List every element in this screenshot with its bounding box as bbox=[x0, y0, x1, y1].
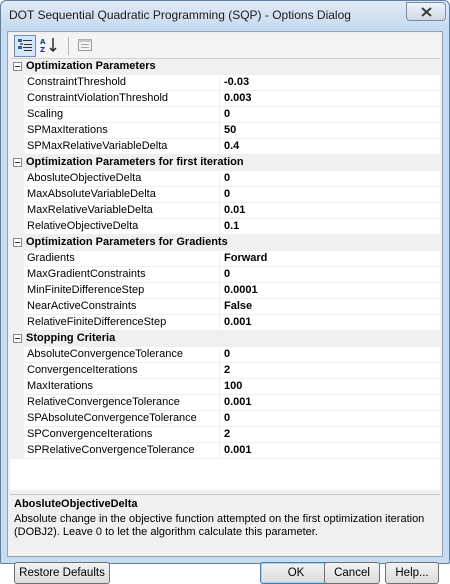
property-value[interactable]: 0.001 bbox=[220, 443, 440, 459]
row-gutter bbox=[10, 395, 24, 411]
property-value[interactable]: 0 bbox=[220, 411, 440, 427]
property-row[interactable] bbox=[10, 139, 440, 155]
property-name: RelativeObjectiveDelta bbox=[24, 219, 220, 235]
help-button[interactable]: Help... bbox=[385, 562, 439, 584]
property-name: Scaling bbox=[24, 107, 220, 123]
row-gutter bbox=[10, 347, 24, 363]
category-first-iteration[interactable] bbox=[10, 155, 440, 171]
property-row[interactable] bbox=[10, 363, 440, 379]
category-optimization-parameters[interactable] bbox=[10, 59, 440, 75]
property-value[interactable]: 0.1 bbox=[220, 219, 440, 235]
row-gutter bbox=[10, 219, 24, 235]
toolbar-separator bbox=[68, 37, 69, 55]
property-row[interactable] bbox=[10, 251, 440, 267]
property-value[interactable]: 0 bbox=[220, 187, 440, 203]
svg-text:Z: Z bbox=[40, 45, 46, 53]
svg-text:A: A bbox=[40, 37, 46, 46]
category-label: Stopping Criteria bbox=[26, 332, 116, 344]
property-name: MinFiniteDifferenceStep bbox=[24, 283, 220, 299]
property-row[interactable] bbox=[10, 299, 440, 315]
property-name: ConvergenceIterations bbox=[24, 363, 220, 379]
help-description: Absolute change in the objective function attempted on the first optimization iteration (DOBJ2). Leave 0 to let the algorithm calculate this parameter. bbox=[14, 513, 425, 538]
row-gutter bbox=[10, 267, 24, 283]
property-name: SPAbsoluteConvergenceTolerance bbox=[24, 411, 220, 427]
property-row[interactable] bbox=[10, 75, 440, 91]
collapse-icon[interactable] bbox=[13, 238, 22, 247]
row-gutter bbox=[10, 363, 24, 379]
row-gutter bbox=[10, 443, 24, 459]
property-row[interactable] bbox=[10, 347, 440, 363]
property-pages-icon bbox=[77, 38, 93, 55]
help-pane bbox=[10, 494, 440, 552]
row-gutter bbox=[10, 379, 24, 395]
property-value[interactable]: Forward bbox=[220, 251, 440, 267]
row-gutter bbox=[10, 171, 24, 187]
title-bar[interactable] bbox=[1, 1, 449, 31]
category-label: Optimization Parameters for Gradients bbox=[26, 236, 228, 248]
property-name: RelativeFiniteDifferenceStep bbox=[24, 315, 220, 331]
categorized-icon bbox=[17, 38, 33, 55]
collapse-icon[interactable] bbox=[13, 62, 22, 71]
property-row[interactable] bbox=[10, 283, 440, 299]
row-gutter bbox=[10, 91, 24, 107]
row-gutter bbox=[10, 75, 24, 91]
collapse-icon[interactable] bbox=[13, 158, 22, 167]
restore-defaults-button[interactable]: Restore Defaults bbox=[14, 562, 110, 584]
property-row[interactable] bbox=[10, 379, 440, 395]
property-name: MaxRelativeVariableDelta bbox=[24, 203, 220, 219]
property-row[interactable] bbox=[10, 107, 440, 123]
category-gradients[interactable] bbox=[10, 235, 440, 251]
property-name: AbsoluteConvergenceTolerance bbox=[24, 347, 220, 363]
row-gutter bbox=[10, 187, 24, 203]
property-value[interactable]: 0 bbox=[220, 267, 440, 283]
property-row[interactable] bbox=[10, 203, 440, 219]
property-name: MaxGradientConstraints bbox=[24, 267, 220, 283]
category-label: Optimization Parameters bbox=[26, 60, 156, 72]
row-gutter bbox=[10, 315, 24, 331]
property-pages-button[interactable] bbox=[74, 35, 96, 57]
property-value[interactable]: -0.03 bbox=[220, 75, 440, 91]
row-gutter bbox=[10, 411, 24, 427]
property-name: MaxAbsoluteVariableDelta bbox=[24, 187, 220, 203]
row-gutter bbox=[10, 203, 24, 219]
row-gutter bbox=[10, 139, 24, 155]
property-row[interactable] bbox=[10, 123, 440, 139]
row-gutter bbox=[10, 123, 24, 139]
property-name: ConstraintThreshold bbox=[24, 75, 220, 91]
ok-button[interactable]: OK bbox=[260, 562, 332, 584]
alphabetical-view-button[interactable] bbox=[38, 35, 60, 57]
property-name: ConstraintViolationThreshold bbox=[24, 91, 220, 107]
category-label: Optimization Parameters for first iteration bbox=[26, 156, 244, 168]
property-value[interactable]: 2 bbox=[220, 427, 440, 443]
property-row[interactable] bbox=[10, 395, 440, 411]
property-value[interactable]: 0 bbox=[220, 347, 440, 363]
close-button[interactable] bbox=[406, 2, 446, 21]
property-row[interactable] bbox=[10, 219, 440, 235]
category-stopping-criteria[interactable] bbox=[10, 331, 440, 347]
row-gutter bbox=[10, 283, 24, 299]
categorized-view-button[interactable] bbox=[14, 35, 36, 57]
property-name: Gradients bbox=[24, 251, 220, 267]
property-row[interactable] bbox=[10, 187, 440, 203]
property-row[interactable] bbox=[10, 427, 440, 443]
property-row[interactable] bbox=[10, 267, 440, 283]
property-name: MaxIterations bbox=[24, 379, 220, 395]
property-name: SPMaxIterations bbox=[24, 123, 220, 139]
property-value[interactable]: 100 bbox=[220, 379, 440, 395]
property-row[interactable] bbox=[10, 411, 440, 427]
property-value[interactable]: 0.0001 bbox=[220, 283, 440, 299]
property-value[interactable]: 0 bbox=[220, 171, 440, 187]
dialog-client-area bbox=[7, 31, 443, 579]
window-title: DOT Sequential Quadratic Programming (SQP) - Options Dialog bbox=[9, 8, 351, 22]
property-value[interactable]: 0.003 bbox=[220, 91, 440, 107]
row-gutter bbox=[10, 427, 24, 443]
row-gutter bbox=[10, 251, 24, 267]
help-title: AbosluteObjectiveDelta bbox=[14, 498, 138, 510]
property-value[interactable]: 0.001 bbox=[220, 315, 440, 331]
property-row[interactable] bbox=[10, 91, 440, 107]
property-name: SPConvergenceIterations bbox=[24, 427, 220, 443]
property-row[interactable] bbox=[10, 443, 440, 459]
cancel-button[interactable]: Cancel bbox=[324, 562, 380, 584]
collapse-icon[interactable] bbox=[13, 334, 22, 343]
property-value[interactable]: False bbox=[220, 299, 440, 315]
row-gutter bbox=[10, 299, 24, 315]
property-name: RelativeConvergenceTolerance bbox=[24, 395, 220, 411]
property-name: SPMaxRelativeVariableDelta bbox=[24, 139, 220, 155]
property-value[interactable]: 0.4 bbox=[220, 139, 440, 155]
property-value[interactable]: 0 bbox=[220, 107, 440, 123]
property-name: NearActiveConstraints bbox=[24, 299, 220, 315]
property-name: AbosluteObjectiveDelta bbox=[24, 171, 220, 187]
property-value[interactable]: 50 bbox=[220, 123, 440, 139]
property-row[interactable] bbox=[10, 171, 440, 187]
property-name: SPRelativeConvergenceTolerance bbox=[24, 443, 220, 459]
close-icon bbox=[421, 7, 432, 17]
property-value[interactable]: 2 bbox=[220, 363, 440, 379]
property-grid[interactable] bbox=[10, 58, 440, 490]
property-grid-toolbar bbox=[10, 34, 440, 58]
alphabetical-az-icon bbox=[40, 37, 58, 56]
row-gutter bbox=[10, 107, 24, 123]
property-row[interactable] bbox=[10, 315, 440, 331]
property-value[interactable]: 0.01 bbox=[220, 203, 440, 219]
property-value[interactable]: 0.001 bbox=[220, 395, 440, 411]
